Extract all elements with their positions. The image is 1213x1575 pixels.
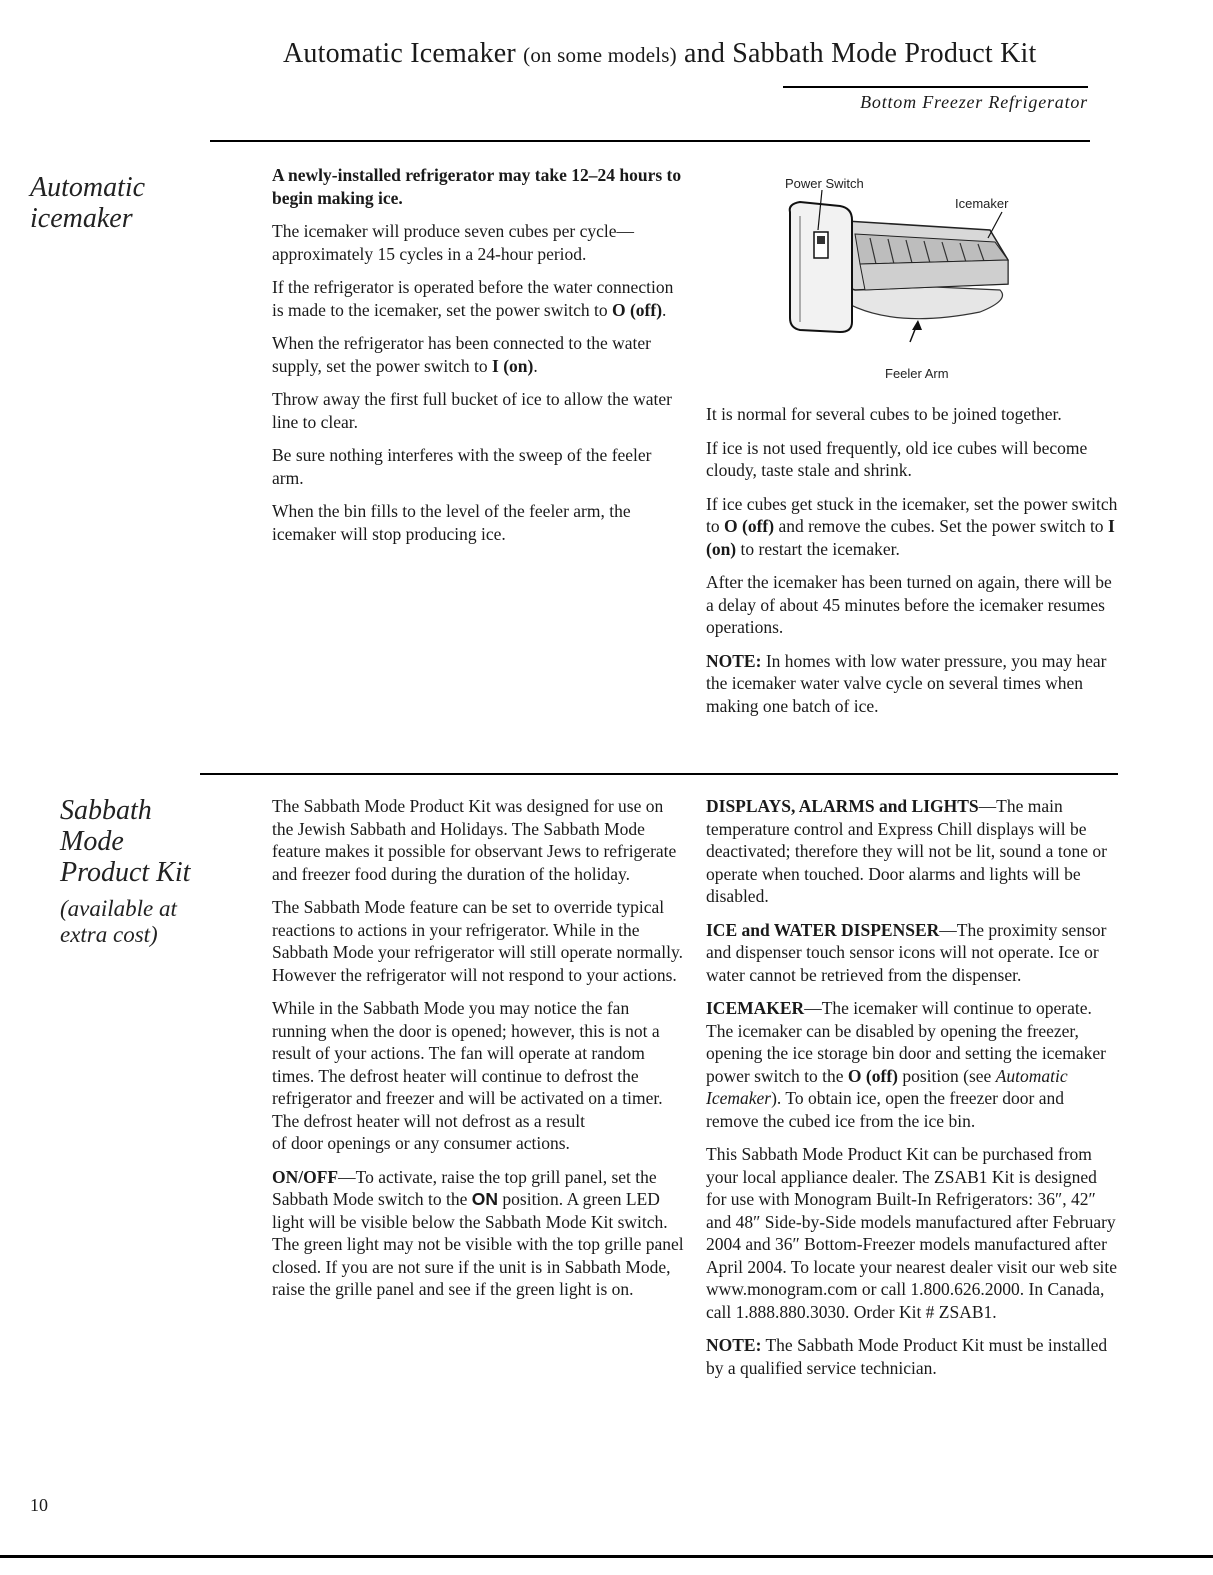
- section-subheading-sabbath: (available at extra cost): [60, 896, 177, 947]
- page-title: Automatic Icemaker (on some models) and Sabbath Mode Product Kit: [283, 38, 1037, 69]
- paragraph: If ice cubes get stuck in the icemaker, set the power switch to O (off) and remove the cubes. Set the power switch to I (on) to restart the icemaker.: [706, 493, 1118, 559]
- note: NOTE: The Sabbath Mode Product Kit must be installed by a qualified service technician.: [706, 1335, 1108, 1378]
- paragraph: Be sure nothing interferes with the sweep of the feeler arm.: [272, 445, 652, 488]
- section-heading-sabbath: Sabbath Mode Product Kit: [60, 795, 191, 888]
- paragraph: The icemaker will produce seven cubes per cycle—approximately 15 cycles in a 24-hour period.: [272, 221, 634, 264]
- icemaker-illustration: [760, 172, 1090, 392]
- label-feeler-arm: Feeler Arm: [885, 366, 949, 381]
- note: NOTE: In homes with low water pressure, you may hear the icemaker water valve cycle on several times when making one batch of ice.: [706, 650, 1107, 716]
- paragraph: When the bin fills to the level of the feeler arm, the icemaker will stop producing ice.: [272, 501, 631, 544]
- sabbath-left-column: [272, 795, 684, 1312]
- section-rule-icemaker: [210, 140, 1090, 142]
- sabbath-right-column: [706, 795, 1118, 1390]
- paragraph: Throw away the first full bucket of ice to allow the water line to clear.: [272, 389, 672, 432]
- label-icemaker: Icemaker: [955, 196, 1009, 211]
- section-heading-icemaker: Automatic icemaker: [30, 172, 146, 234]
- intro-bold: A newly-installed refrigerator may take 12–24 hours to begin making ice.: [272, 165, 682, 208]
- paragraph: ICE and WATER DISPENSER—The proximity sensor and dispenser touch sensor icons will not operate. Ice or water cannot be retrieved from the dispenser.: [706, 919, 1107, 985]
- icemaker-left-column: [272, 164, 682, 556]
- paragraph: When the refrigerator has been connected to the water supply, set the power switch to I (on).: [272, 333, 651, 376]
- paragraph: After the icemaker has been turned on again, there will be a delay of about 45 minutes before the icemaker resumes operations.: [706, 572, 1112, 637]
- bottom-rule: [0, 1555, 1213, 1558]
- paragraph: While in the Sabbath Mode you may notice the fan running when the door is opened; however, this is not a result of your actions. The fan will operate at random times. The defrost heater will continue to defrost the refrigerator and freezer and will be activated on a timer. The defrost heater will not defrost as a result of door openings or any consumer actions.: [272, 998, 663, 1153]
- paragraph: ICEMAKER—The icemaker will continue to operate. The icemaker can be disabled by opening the freezer, opening the ice storage bin door and setting the icemaker power switch to the O (off) position (see Automatic Icemaker). To obtain ice, open the freezer door and remove the cubed ice from the ice bin.: [706, 998, 1106, 1131]
- page-subtitle: Bottom Freezer Refrigerator: [860, 92, 1088, 112]
- paragraph: DISPLAYS, ALARMS and LIGHTS—The main temperature control and Express Chill displays will be deactivated; therefore they will not be lit, sound a tone or operate when touched. Door alarms and lights will be disabled.: [706, 796, 1107, 906]
- paragraph: If ice is not used frequently, old ice cubes will become cloudy, taste stale and shrink.: [706, 437, 1088, 480]
- paragraph: This Sabbath Mode Product Kit can be purchased from your local appliance dealer. The ZSAB1 Kit is designed for use with Monogram Built-In Refrigerators: 36″, 42″ and 48″ Side-by-Side models manufactured after February 2004 and 36″ Bottom-Freezer models manufactured after April 2004. To locate your nearest dealer visit our web site www.monogram.com or call 1.800.626.2000. In Canada, call 1.888.880.3030. Order Kit # ZSAB1.: [706, 1144, 1118, 1322]
- paragraph: If the refrigerator is operated before the water connection is made to the icemaker, set the power switch to O (off).: [272, 277, 674, 320]
- header-rule: [783, 86, 1088, 88]
- label-power-switch: Power Switch: [785, 176, 864, 191]
- paragraph: ON/OFF—To activate, raise the top grill panel, set the Sabbath Mode switch to the ON position. A green LED light will be visible below the Sabbath Mode Kit switch. The green light may not be visible with the top grille panel closed. If you are not sure if the unit is in Sabbath Mode, raise the grille panel and see if the green light is on.: [272, 1166, 684, 1299]
- icemaker-diagram: [760, 172, 1090, 392]
- icemaker-right-column: [706, 403, 1118, 728]
- paragraph: It is normal for several cubes to be joined together.: [706, 404, 1062, 424]
- paragraph: The Sabbath Mode feature can be set to override typical reactions to actions in your refrigerator. While in the Sabbath Mode your refrigerator will still operate normally. However the refrigerator will not respond to your actions.: [272, 897, 683, 985]
- page-number: 10: [30, 1495, 48, 1515]
- section-rule-sabbath: [200, 773, 1118, 775]
- paragraph: The Sabbath Mode Product Kit was designed for use on the Jewish Sabbath and Holidays. The Sabbath Mode feature makes it possible for observant Jews to refrigerate and freezer food during the duration of the holiday.: [272, 796, 677, 884]
